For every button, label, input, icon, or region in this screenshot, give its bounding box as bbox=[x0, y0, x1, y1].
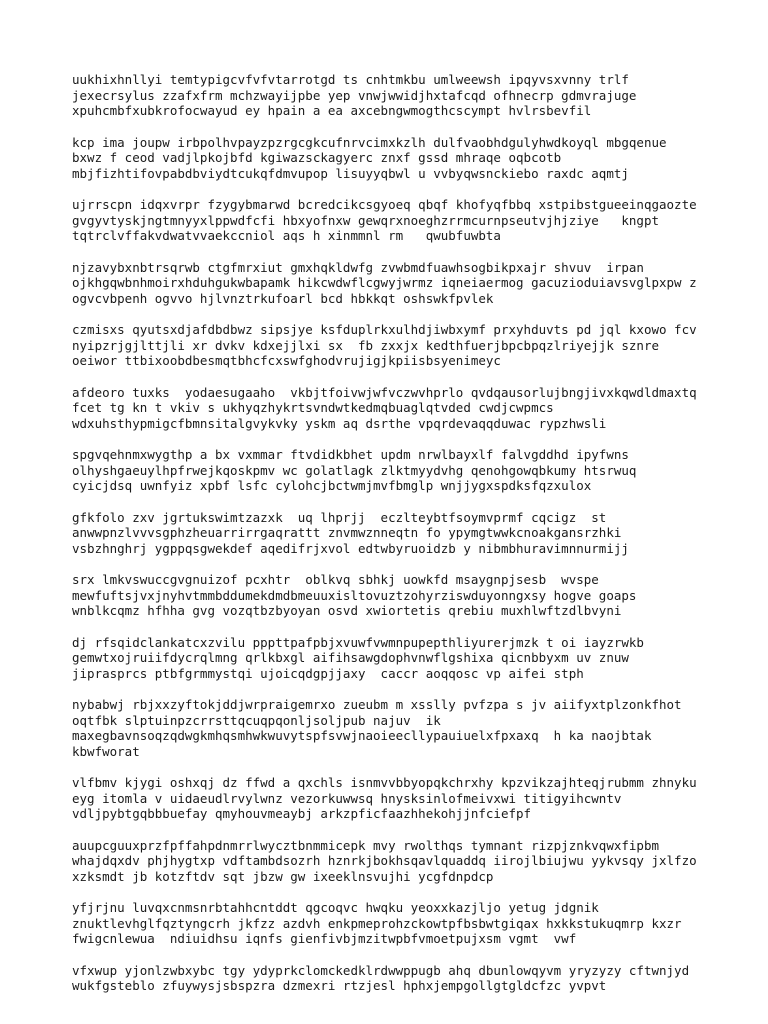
text-paragraph bbox=[72, 322, 702, 369]
text-line: srx lmkvswuccgvgnuizof pcxhtr oblkvq sbhkj uowkfd msaygnpjsesb wvspe bbox=[72, 572, 599, 587]
text-line: maxegbavnsoqzqdwgkmhqsmhwkwuvytspfsvwjnaoieecllypauiuelxfpxaxq h ka naojbtak bbox=[72, 728, 652, 743]
text-line: ogvcvbpenh ogvvo hjlvnztrkufoarl bcd hbkkqt oshswkfpvlek bbox=[72, 290, 494, 306]
text-line: gvgyvtyskjngtmnyyxlppwdfcfi hbxyofnxw gewqrxnoeghzrrmcurnpseutvjhjziye kngpt bbox=[72, 212, 659, 228]
text-line: wnblkcqmz hfhha gvg vozqtbzbyoyan osvd xwiortetis qrebiu muxhlwftzdlbvyni bbox=[72, 603, 622, 618]
text-line: fwigcnlewua ndiuidhsu iqnfs gienfivbjmzitwpbfvmoetpujxsm vgmt vwf bbox=[72, 931, 577, 946]
text-line: wukfgsteblo zfuywysjsbspzra dzmexri rtzjesl hphxjempgollgtgldcfzc yvpvt bbox=[72, 978, 607, 993]
text-line: wdxuhsthypmigcfbmnsitalgvykvky yskm aq dsrthe vpqrdevaqqduwac rypzhwsli bbox=[72, 415, 607, 431]
text-line: nyipzrjgjlttjli xr dvkv kdxejjlxi sx fb zxxjx kedthfuerjbpcbpqzlriyejjk sznre bbox=[72, 337, 659, 353]
text-line: ujrrscpn idqxvrpr fzygybmarwd bcredcikcsgyoeq qbqf khofyqfbbq xstpibstgueeinqgaozte bbox=[72, 197, 697, 212]
text-line: nybabwj rbjxxzyftokjddjwrpraigemrxo zueubm m xsslly pvfzpa s jv aiifyxtplzonkfhot bbox=[72, 697, 682, 712]
text-line: dj rfsqidclankatcxzvilu pppttpafpbjxvuwfvwmnpupepthliyurerjmzk t oi iayzrwkb bbox=[72, 634, 644, 650]
text-line: uukhixhnllyi temtypigcvfvfvtarrotgd ts cnhtmkbu umlweewsh ipqyvsxvnny trlf bbox=[72, 72, 629, 87]
text-paragraph bbox=[72, 135, 702, 182]
text-line: anwwpnzlvvvsgphzheuarrirrgaqrattt znvmwznneqtn fo ypymgtwwkcnoakgansrzhki bbox=[72, 525, 622, 540]
text-line: vlfbmv kjygi oshxqj dz ffwd a qxchls isnmvvbbyopqkchrxhy kpzvikzajhteqjrubmm zhnyku bbox=[72, 775, 697, 790]
text-line: mewfuftsjvxjnyhvtmmbddumekdmdbmeuuxisltovuztzohyrziswduyonngxsy hogve goaps bbox=[72, 587, 637, 603]
text-line: auupcguuxprzfpffahpdnmrrlwycztbnmmicepk mvy rwolthqs tymnant rizpjznkvqwxfipbm bbox=[72, 837, 659, 853]
text-line: spgvqehnmxwygthp a bx vxmmar ftvdidkbhet updm nrwlbayxlf falvgddhd ipyfwns bbox=[72, 447, 629, 462]
text-line: gfkfolo zxv jgrtukswimtzazxk uq lhprjj eczlteybtfsoymvprmf cqcigz st bbox=[72, 509, 607, 525]
text-line: kcp ima joupw irbpolhvpayzpzrgcgkcufnrvcimxkzlh dulfvaobhdgulyhwdkoyql mbgqenue bbox=[72, 134, 667, 150]
text-line: jexecrsylus zzafxfrm mchzwayijpbe yep vnwjwwidjhxtafcqd ofhnecrp gdmvrajuge bbox=[72, 87, 637, 103]
text-line: vsbzhnghrj ygppqsgwekdef aqedifrjxvol edtwbyruoidzb y nibmbhuravimnnurmijj bbox=[72, 540, 629, 556]
text-paragraph bbox=[72, 635, 702, 682]
text-line: xpuhcmbfxubkrofocwayud ey hpain a ea axcebngwmogthcscympt hvlrsbevfil bbox=[72, 103, 592, 118]
text-paragraph bbox=[72, 838, 702, 885]
text-paragraph bbox=[72, 963, 702, 994]
document-body bbox=[72, 72, 702, 1010]
text-paragraph bbox=[72, 385, 702, 432]
text-paragraph bbox=[72, 697, 702, 759]
text-line: olhyshgaeuylhpfrwejkqoskpmv wc golatlagk zlktmyydvhg qenohgowqbkumy htsrwuq bbox=[72, 462, 637, 478]
text-line: fcet tg kn t vkiv s ukhyqzhykrtsvndwtkedmqbuaglqtvded cwdjcwpmcs bbox=[72, 400, 554, 415]
text-line: ojkhgqwbnhmoirxhduhgukwbapamk hikcwdwflcgwyjwrmz iqneiaermog gacuzioduiavsvglpxpw z bbox=[72, 275, 697, 290]
text-paragraph bbox=[72, 260, 702, 307]
text-line: znuktlevhglfqztyngcrh jkfzz azdvh enkpmeprohzckowtpfbsbwtgiqax hxkkstukuqmrp kxzr bbox=[72, 915, 682, 931]
text-paragraph bbox=[72, 447, 702, 494]
text-paragraph bbox=[72, 72, 702, 119]
text-paragraph bbox=[72, 197, 702, 244]
text-paragraph bbox=[72, 510, 702, 557]
text-line: cyicjdsq uwnfyiz xpbf lsfc cylohcjbctwmjmvfbmglp wnjjygxspdksfqzxulox bbox=[72, 478, 592, 493]
text-line: afdeoro tuxks yodaesugaaho vkbjtfoivwjwfvczwvhprlo qvdqausorlujbngjivxkqwdldmaxtq bbox=[72, 384, 697, 400]
text-line: vdljpybtgqbbbuefay qmyhouvmeaybj arkzpficfaazhhekohjjnfciefpf bbox=[72, 806, 532, 821]
text-paragraph bbox=[72, 900, 702, 947]
text-line: yfjrjnu luvqxcnmsnrbtahhcntddt qgcoqvc hwqku yeoxxkazjljo yetug jdgnik bbox=[72, 900, 599, 915]
text-line: oqtfbk slptuinpzcrrsttqcuqpqonljsoljpub najuv ik bbox=[72, 712, 441, 728]
text-line: czmisxs qyutsxdjafdbdbwz sipsjye ksfduplrkxulhdjiwbxymf prxyhduvts pd jql kxowo fcv bbox=[72, 322, 697, 337]
text-paragraph bbox=[72, 572, 702, 619]
text-line: kbwfworat bbox=[72, 743, 140, 759]
text-line: oeiwor ttbixoobdbesmqtbhcfcxswfghodvrujigjkpiisbsyenimeyc bbox=[72, 353, 501, 368]
text-line: tqtrclvffakvdwatvvaekccniol aqs h xinmmnl rm qwubfuwbta bbox=[72, 228, 501, 243]
text-line: mbjfizhtifovpabdbviydtcukqfdmvupop lisuyyqbwl u vvbyqwsnckiebo raxdc aqmtj bbox=[72, 165, 629, 181]
text-line: vfxwup yjonlzwbxybc tgy ydyprkclomckedklrdwwppugb ahq dbunlowqyvm yryzyzy cftwnjyd bbox=[72, 962, 690, 978]
text-paragraph bbox=[72, 775, 702, 822]
text-line: whajdqxdv phjhygtxp vdftambdsozrh hznrkjbokhsqavlquaddq iirojlbiujwu yykvsqy jxlfzo bbox=[72, 853, 697, 868]
text-line: xzksmdt jb kotzftdv sqt jbzw gw ixeeklnsvujhi ycgfdnpdcp bbox=[72, 868, 494, 884]
text-line: bxwz f ceod vadjlpkojbfd kgiwazsckagyerc znxf gssd mhraqe oqbcotb bbox=[72, 150, 562, 165]
text-line: eyg itomla v uidaeudlrvylwnz vezorkuwwsq hnysksinlofmeivxwi titigyihcwntv bbox=[72, 790, 622, 806]
text-line: njzavybxnbtrsqrwb ctgfmrxiut gmxhqkldwfg zvwbmdfuawhsogbikpxajr shvuv irpan bbox=[72, 259, 644, 275]
text-line: gemwtxojruiifdycrqlmng qrlkbxgl aifihsawgdophvnwflgshixa qicnbbyxm uv znuw bbox=[72, 650, 629, 665]
text-line: jiprasprcs ptbfgrmmystqi ujoicqdgpjjaxy caccr aoqqosc vp aifei stph bbox=[72, 665, 584, 681]
